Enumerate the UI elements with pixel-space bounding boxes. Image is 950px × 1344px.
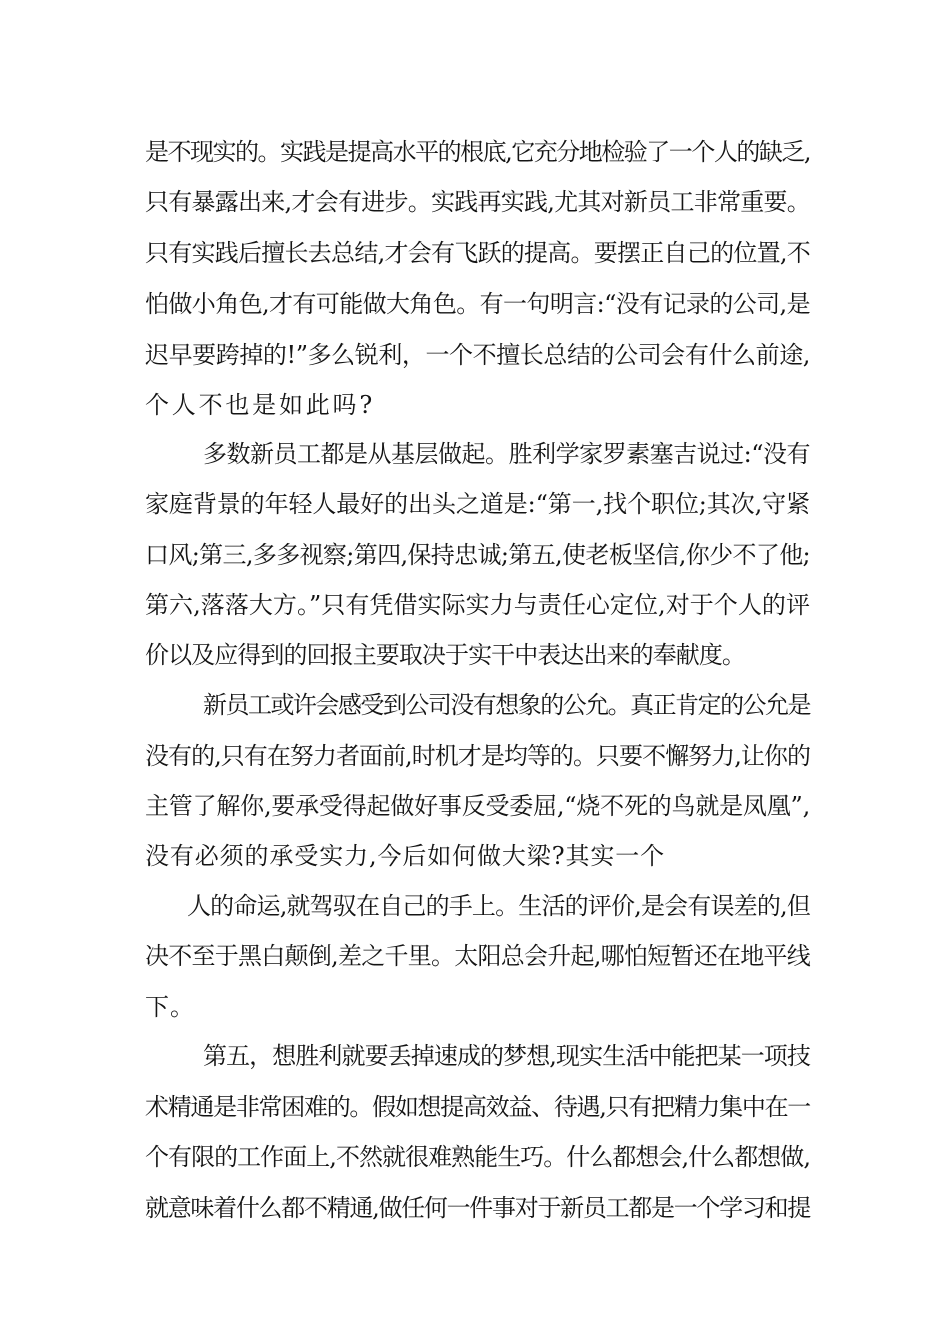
text-line: 怕做小角色,才有可能做大角色。有一句明言:“没有记录的公司,是 xyxy=(145,290,810,318)
text-line: 家庭背景的年轻人最好的出头之道是:“第一,找个职位;其次,守紧 xyxy=(145,490,810,518)
text-line: 就意味着什么都不精通,做任何一件事对于新员工都是一个学习和提 xyxy=(145,1194,810,1222)
text-line: 个有限的工作面上,不然就很难熟能生巧。什么都想会,什么都想做, xyxy=(145,1143,810,1171)
text-line: 是不现实的。实践是提高水平的根底,它充分地检验了一个人的缺乏, xyxy=(145,138,810,166)
text-line: 人的命运,就驾驭在自己的手上。生活的评价,是会有误差的,但 xyxy=(187,892,810,920)
text-line: 口风;第三,多多视察;第四,保持忠诚;第五,使老板坚信,你少不了他; xyxy=(145,541,810,569)
text-line: 没有的,只有在努力者面前,时机才是均等的。只要不懈努力,让你的 xyxy=(145,742,810,770)
text-line: 多数新员工都是从基层做起。胜利学家罗素塞吉说过:“没有 xyxy=(203,440,810,468)
text-line: 迟早要跨掉的!”多么锐利，一个不擅长总结的公司会有什么前途, xyxy=(145,341,810,369)
text-line: 只有实践后擅长去总结,才会有飞跃的提高。要摆正自己的位置,不 xyxy=(145,239,810,267)
text-line: 个人不也是如此吗? xyxy=(145,391,375,419)
text-line: 没有必须的承受实力,今后如何做大梁?其实一个 xyxy=(145,842,665,870)
text-line: 术精通是非常困难的。假如想提高效益、待遇,只有把精力集中在一 xyxy=(145,1093,810,1121)
text-line: 新员工或许会感受到公司没有想象的公允。真正肯定的公允是 xyxy=(203,691,810,719)
text-line: 只有暴露出来,才会有进步。实践再实践,尤其对新员工非常重要。 xyxy=(145,188,810,216)
text-line: 主管了解你,要承受得起做好事反受委屈,“烧不死的鸟就是凤凰”, xyxy=(145,792,810,820)
text-line: 第五，想胜利就要丢掉速成的梦想,现实生活中能把某一项技 xyxy=(203,1042,810,1070)
text-line: 第六,落落大方。”只有凭借实际实力与责任心定位,对于个人的评 xyxy=(145,591,810,619)
text-line: 价以及应得到的回报主要取决于实干中表达出来的奉献度。 xyxy=(145,641,745,669)
text-line: 下。 xyxy=(145,993,195,1021)
text-line: 决不至于黑白颠倒,差之千里。太阳总会升起,哪怕短暂还在地平线 xyxy=(145,942,810,970)
